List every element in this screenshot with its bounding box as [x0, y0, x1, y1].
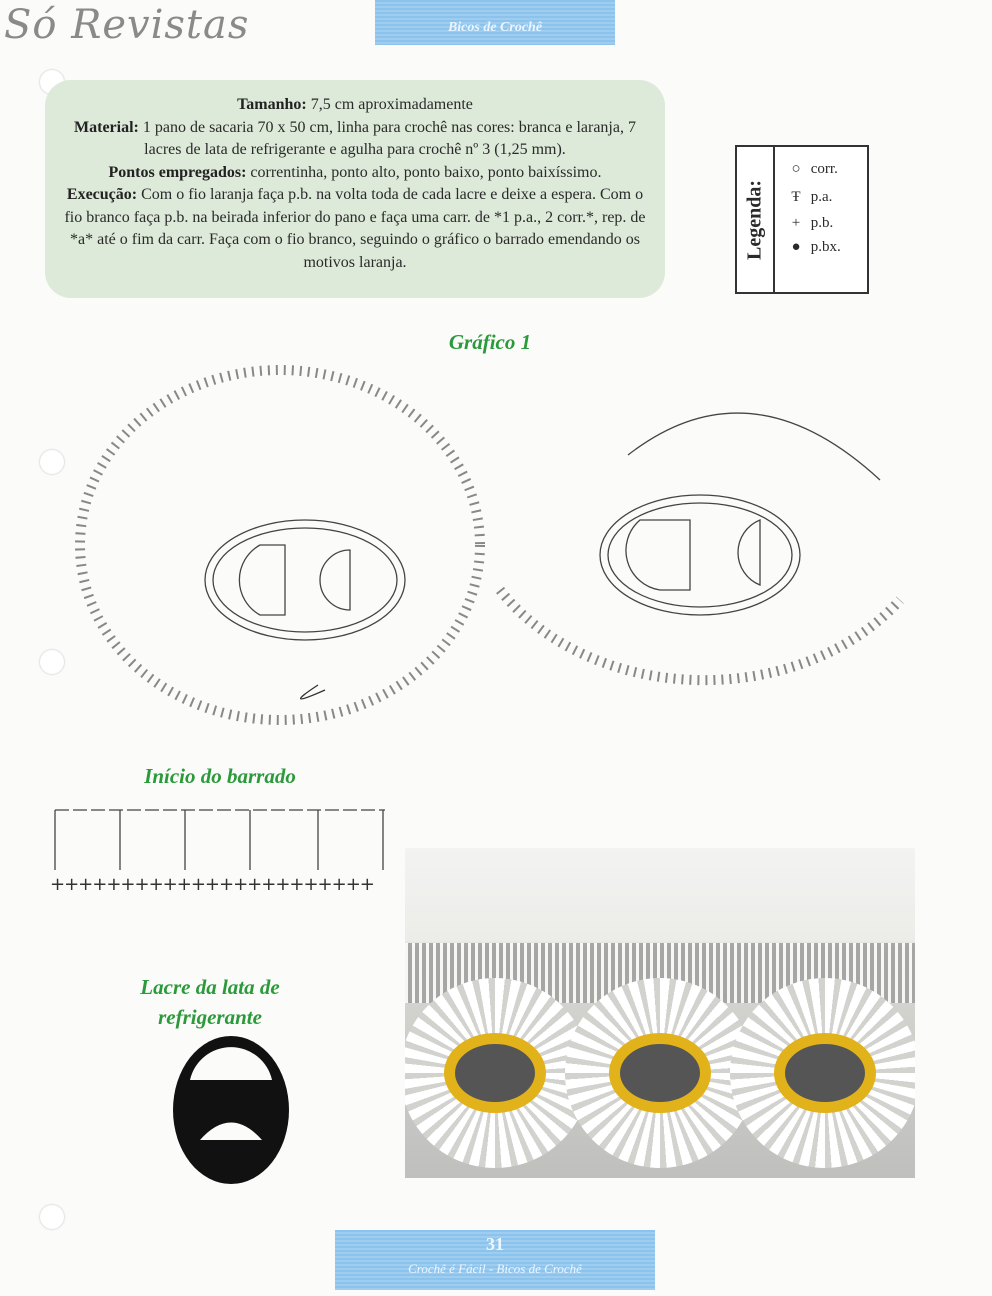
- motif-left: [80, 370, 480, 720]
- section-banner: Bicos de Crochê: [375, 0, 615, 45]
- stitches-line: Pontos empregados: correntinha, ponto alto, ponto baixo, ponto baixíssimo.: [108, 163, 602, 181]
- flower-motif: [405, 978, 590, 1168]
- legend-item: + p.b.: [785, 215, 833, 232]
- flower-motif: [730, 978, 915, 1168]
- slip-stitch-icon: ●: [791, 239, 801, 255]
- double-crochet-icon: Ŧ: [791, 189, 801, 205]
- barrado-title: Início do barrado: [144, 764, 296, 788]
- barrado-diagram: [50, 810, 385, 895]
- flower-motif: [565, 978, 755, 1168]
- execution-line: Execução: Com o fio laranja faça p.b. na volta toda de cada lacre e deixe a espera. Com o fio branco faça p.b. na beirada inferior do pano e faça uma carr. de *1 p.a., 2 corr.*, rep. de *a* até o fim da carr. Faça com o fio branco, seguindo o gráfico o barrado emendando os motivos laranja.: [64, 186, 646, 271]
- chart-title: Gráfico 1: [448, 330, 532, 354]
- finished-edging-photo: [405, 848, 915, 1178]
- motif-right: [500, 413, 900, 680]
- page-number: 31: [486, 1234, 504, 1254]
- can-tab-illustration: [173, 1036, 289, 1184]
- svg-text:+++++++++++++++++++++++: +++++++++++++++++++++++: [50, 874, 374, 895]
- legend-title: Legenda:: [743, 179, 766, 260]
- can-tab: [609, 1033, 711, 1113]
- footer-title: Crochê é Fácil - Bicos de Crochê: [408, 1261, 582, 1276]
- size-line: Tamanho: 7,5 cm aproximadamente: [237, 96, 473, 113]
- legend-item: Ŧ p.a.: [785, 189, 832, 206]
- legend-item: ○ corr.: [785, 161, 838, 178]
- single-crochet-icon: +: [791, 215, 801, 231]
- watermark-logo: Só Revistas: [4, 2, 250, 48]
- material-line: Material: 1 pano de sacaria 70 x 50 cm, linha para crochê nas cores: branca e laranja, 7 lacres de lata de refrigerante e agulha para crochê nº 3 (1,25 mm).: [74, 118, 636, 158]
- can-tab: [774, 1033, 876, 1113]
- chain-icon: ○: [791, 161, 801, 177]
- footer-banner: [335, 1230, 655, 1290]
- tab-title: Lacre da lata de refrigerante: [140, 975, 280, 1029]
- can-tab: [444, 1033, 546, 1113]
- legend-item: ● p.bx.: [785, 239, 841, 256]
